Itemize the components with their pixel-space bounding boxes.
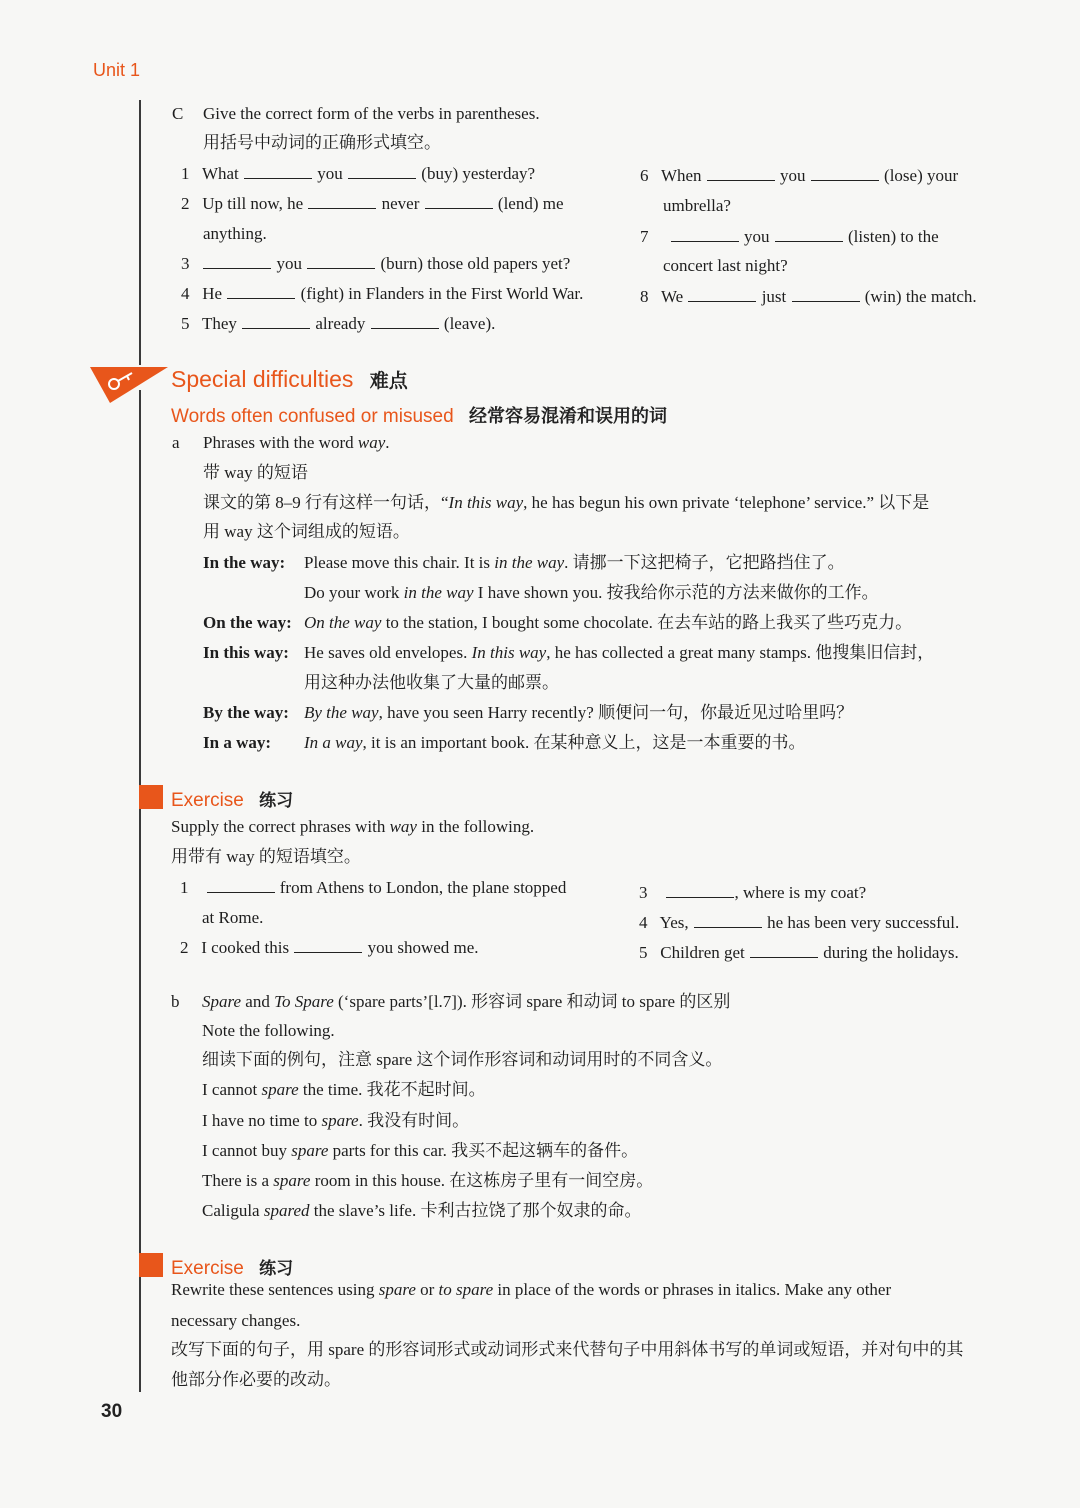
section-subtitle bbox=[171, 402, 667, 428]
margin-rule bbox=[139, 100, 141, 365]
example-sentence bbox=[202, 1080, 486, 1100]
text: spare bbox=[261, 1080, 299, 1099]
instruction: Give the correct form of the verbs in parentheses. bbox=[203, 104, 540, 123]
question bbox=[181, 314, 495, 334]
text: in the way bbox=[403, 583, 474, 602]
text: spare bbox=[378, 1280, 416, 1299]
text: I cannot bbox=[202, 1080, 262, 1099]
text: Supply the correct phrases with bbox=[171, 817, 390, 836]
question bbox=[640, 166, 958, 186]
text: . 我没有时间。 bbox=[358, 1111, 470, 1130]
text: . bbox=[385, 433, 390, 452]
title-cn: 难点 bbox=[369, 370, 408, 392]
exercise-marker bbox=[139, 1253, 163, 1277]
q-number: 8 bbox=[640, 287, 649, 306]
answer-blank[interactable] bbox=[244, 164, 312, 179]
exercise-instruction bbox=[171, 1280, 891, 1300]
text: There is a bbox=[202, 1171, 274, 1190]
q-text: (lose) your bbox=[884, 166, 959, 185]
part-intro bbox=[203, 433, 390, 453]
text: way bbox=[389, 817, 417, 836]
phrase-example bbox=[304, 733, 805, 753]
text: parts for this car. 我买不起这辆车的备件。 bbox=[328, 1141, 639, 1160]
q-text: When bbox=[660, 166, 702, 185]
phrase-example bbox=[304, 613, 912, 633]
text: in the following. bbox=[416, 817, 535, 836]
question bbox=[639, 943, 959, 963]
answer-blank[interactable] bbox=[792, 287, 860, 302]
text: or bbox=[415, 1280, 439, 1299]
q-text: What bbox=[201, 164, 239, 183]
answer-blank[interactable] bbox=[242, 314, 310, 329]
text: 课文的第 8–9 行有这样一句话，“ bbox=[203, 493, 449, 512]
q-text: , where is my coat? bbox=[734, 883, 867, 902]
q-text: Up till now, he bbox=[202, 194, 304, 213]
q-text: (fight) in Flanders in the First World War. bbox=[300, 284, 584, 303]
part-note-cn: 细读下面的例句，注意 spare 这个词作形容词和动词用时的不同含义。 bbox=[202, 1050, 723, 1069]
question bbox=[640, 287, 977, 307]
text: room in this house. 在这栋房子里有一间空房。 bbox=[310, 1171, 654, 1190]
q-text: (lend) me bbox=[497, 194, 564, 213]
exercise-instruction-cn: 改写下面的句子，用 spare 的形容词形式或动词形式来代替句子中用斜体书写的单词或短语，并对句中的其 bbox=[171, 1340, 964, 1359]
q-text: never bbox=[381, 194, 420, 213]
unit-label: Unit 1 bbox=[93, 60, 141, 80]
title-text: Special difficulties bbox=[171, 366, 354, 392]
title-cn: 练习 bbox=[259, 1259, 294, 1279]
part-note bbox=[203, 493, 929, 513]
instruction-cn: 用括号中动词的正确形式填空。 bbox=[203, 133, 441, 152]
text: in place of the words or phrases in italics. Make any other bbox=[493, 1280, 892, 1299]
q-text: anything. bbox=[203, 224, 267, 243]
example-sentence bbox=[202, 1141, 638, 1161]
text: the time. 我花不起时间。 bbox=[298, 1080, 486, 1099]
answer-blank[interactable] bbox=[750, 943, 818, 958]
phrase-example bbox=[304, 643, 934, 663]
q-text: during the holidays. bbox=[823, 943, 959, 962]
text: In a way bbox=[304, 733, 363, 752]
q-number: 2 bbox=[180, 938, 189, 957]
q-number: 4 bbox=[181, 284, 190, 303]
text: , he has collected a great many stamps. 他搜集旧信封， bbox=[546, 643, 935, 662]
q-text: They bbox=[201, 314, 237, 333]
answer-blank[interactable] bbox=[371, 314, 439, 329]
question bbox=[639, 883, 866, 903]
text: way bbox=[357, 433, 386, 452]
q-text: (buy) yesterday? bbox=[421, 164, 536, 183]
q-text: (leave). bbox=[443, 314, 496, 333]
answer-blank[interactable] bbox=[666, 883, 734, 898]
exercise-instruction: necessary changes. bbox=[171, 1311, 301, 1330]
answer-blank[interactable] bbox=[694, 913, 762, 928]
text: He saves old envelopes. bbox=[304, 643, 472, 662]
exercise-title bbox=[171, 786, 293, 812]
answer-blank[interactable] bbox=[294, 938, 362, 953]
q-number: 3 bbox=[639, 883, 648, 902]
q-number: 1 bbox=[180, 878, 189, 897]
section-letter: C bbox=[172, 104, 184, 123]
question bbox=[181, 254, 570, 274]
q-number: 4 bbox=[639, 913, 648, 932]
question bbox=[640, 227, 939, 247]
phrase-label: In the way: bbox=[203, 553, 286, 572]
phrase-label: On the way: bbox=[203, 613, 292, 632]
q-text: Yes, bbox=[659, 913, 689, 932]
text: spare bbox=[291, 1141, 329, 1160]
answer-blank[interactable] bbox=[775, 227, 843, 242]
phrase-example bbox=[304, 583, 879, 603]
phrase-example bbox=[304, 553, 845, 573]
q-text: from Athens to London, the plane stopped bbox=[279, 878, 567, 897]
q-number: 2 bbox=[181, 194, 190, 213]
text: Phrases with the word bbox=[203, 433, 358, 452]
text: To Spare bbox=[274, 992, 334, 1011]
question bbox=[639, 913, 959, 933]
q-text: He bbox=[202, 284, 223, 303]
text: spare bbox=[321, 1111, 359, 1130]
q-text: you bbox=[780, 166, 806, 185]
q-text: (burn) those old papers yet? bbox=[380, 254, 571, 273]
question bbox=[181, 194, 564, 214]
exercise-instruction-cn: 用带有 way 的短语填空。 bbox=[171, 847, 361, 866]
answer-blank[interactable] bbox=[307, 254, 375, 269]
q-text: already bbox=[315, 314, 366, 333]
answer-blank[interactable] bbox=[308, 194, 376, 209]
question bbox=[181, 284, 583, 304]
text: Spare bbox=[202, 992, 242, 1011]
text: I have no time to bbox=[202, 1111, 322, 1130]
text: Please move this chair. It is bbox=[304, 553, 495, 572]
answer-blank[interactable] bbox=[203, 254, 271, 269]
text: I have shown you. 按我给你示范的方法来做你的工作。 bbox=[473, 583, 879, 602]
question bbox=[180, 878, 566, 898]
q-number: 6 bbox=[640, 166, 649, 185]
q-text: (listen) to the bbox=[848, 227, 939, 246]
answer-blank[interactable] bbox=[425, 194, 493, 209]
margin-rule bbox=[139, 390, 141, 1392]
key-icon bbox=[90, 367, 170, 407]
phrase-label: In a way: bbox=[203, 733, 272, 752]
text: in the way bbox=[494, 553, 565, 572]
part-heading bbox=[202, 992, 730, 1012]
q-text: you bbox=[317, 164, 343, 183]
page-number: 30 bbox=[101, 1401, 123, 1422]
answer-blank[interactable] bbox=[227, 284, 295, 299]
question bbox=[181, 164, 535, 184]
q-text: you showed me. bbox=[367, 938, 479, 957]
exercise-instruction bbox=[171, 817, 534, 837]
question bbox=[180, 938, 479, 958]
q-text: at Rome. bbox=[202, 908, 264, 927]
q-text: (win) the match. bbox=[864, 287, 977, 306]
text: . 请挪一下这把椅子，它把路挡住了。 bbox=[564, 553, 845, 572]
q-number: 5 bbox=[181, 314, 190, 333]
phrase-label: In this way: bbox=[203, 643, 289, 662]
part-letter: a bbox=[172, 433, 180, 452]
answer-blank[interactable] bbox=[811, 166, 879, 181]
answer-blank[interactable] bbox=[707, 166, 775, 181]
subtitle-text: Words often confused or misused bbox=[171, 406, 454, 427]
text: spare bbox=[273, 1171, 311, 1190]
example-sentence bbox=[202, 1111, 469, 1131]
q-text: he has been very successful. bbox=[767, 913, 960, 932]
answer-blank[interactable] bbox=[688, 287, 756, 302]
text: I cannot buy bbox=[202, 1141, 292, 1160]
q-text: Children get bbox=[660, 943, 745, 962]
q-text: just bbox=[761, 287, 787, 306]
phrase-example: 用这种办法他收集了大量的邮票。 bbox=[304, 673, 559, 692]
subtitle-cn: 经常容易混淆和误用的词 bbox=[468, 406, 667, 427]
q-text: umbrella? bbox=[663, 196, 731, 215]
text: the slave’s life. 卡利古拉饶了那个奴隶的命。 bbox=[309, 1201, 642, 1220]
text: to spare bbox=[438, 1280, 494, 1299]
answer-blank[interactable] bbox=[671, 227, 739, 242]
exercise-instruction-cn: 他部分作必要的改动。 bbox=[171, 1370, 341, 1389]
example-sentence bbox=[202, 1171, 653, 1191]
text: , have you seen Harry recently? 顺便问一句，你最近见过哈里吗？ bbox=[378, 703, 854, 722]
q-text: I cooked this bbox=[201, 938, 290, 957]
part-note: 用 way 这个词组成的短语。 bbox=[203, 522, 410, 541]
text: and bbox=[241, 992, 275, 1011]
q-number: 7 bbox=[640, 227, 649, 246]
q-number: 5 bbox=[639, 943, 648, 962]
text: to the station, I bought some chocolate. 在去车站的路上我买了些巧克力。 bbox=[381, 613, 913, 632]
q-text: concert last night? bbox=[663, 256, 788, 275]
q-number: 3 bbox=[181, 254, 190, 273]
text: , it is an important book. 在某种意义上，这是一本重要的书。 bbox=[362, 733, 806, 752]
text: spared bbox=[263, 1201, 310, 1220]
text: In this way bbox=[448, 493, 524, 512]
section-title bbox=[171, 366, 408, 393]
q-text: We bbox=[660, 287, 684, 306]
text: , he has begun his own private ‘telephone’ service.” 以下是 bbox=[523, 493, 930, 512]
text: By the way bbox=[304, 703, 379, 722]
answer-blank[interactable] bbox=[348, 164, 416, 179]
phrase-label: By the way: bbox=[203, 703, 289, 722]
title-cn: 练习 bbox=[259, 791, 294, 811]
text: Caligula bbox=[202, 1201, 264, 1220]
title-text: Exercise bbox=[171, 790, 244, 811]
title-text: Exercise bbox=[171, 1258, 244, 1279]
text: (‘spare parts’[l.7]). 形容词 spare 和动词 to spare 的区别 bbox=[333, 992, 731, 1011]
text: Do your work bbox=[304, 583, 404, 602]
exercise-marker bbox=[139, 785, 163, 809]
answer-blank[interactable] bbox=[207, 878, 275, 893]
part-letter: b bbox=[171, 992, 180, 1011]
part-intro-cn: 带 way 的短语 bbox=[203, 463, 308, 482]
text: On the way bbox=[304, 613, 382, 632]
text: Rewrite these sentences using bbox=[171, 1280, 379, 1299]
phrase-example bbox=[304, 703, 853, 723]
example-sentence bbox=[202, 1201, 641, 1221]
q-text: you bbox=[276, 254, 302, 273]
q-number: 1 bbox=[181, 164, 190, 183]
text: In this way bbox=[471, 643, 547, 662]
part-note: Note the following. bbox=[202, 1021, 335, 1040]
exercise-title bbox=[171, 1254, 293, 1280]
q-text: you bbox=[744, 227, 770, 246]
